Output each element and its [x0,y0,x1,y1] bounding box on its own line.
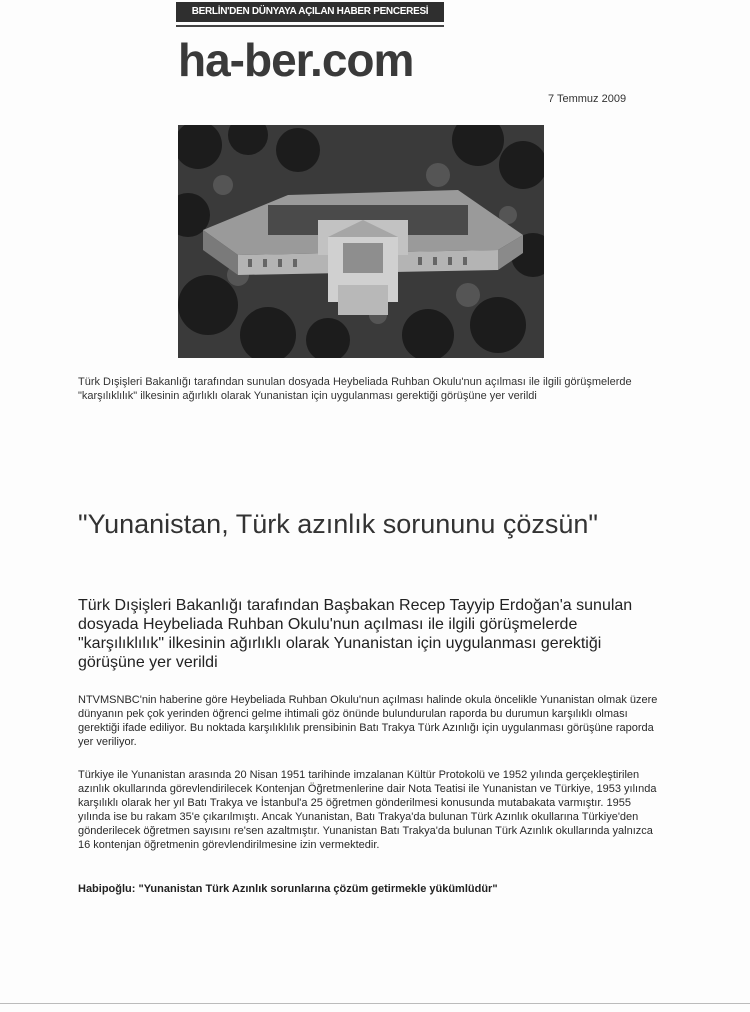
photo-caption: Türk Dışişleri Bakanlığı tarafından sunulan dosyada Heybeliada Ruhban Okulu'nun açılması ile ilgili görüşmelerde "karşılıklılık" ilkesinin ağırlıklı olarak Yunanistan için uygulanması gerektiği görüşüne yer verildi [78,376,632,402]
article-lede: Türk Dışişleri Bakanlığı tarafından Başbakan Recep Tayyip Erdoğan'a sunulan dosyada Heybeliada Ruhban Okulu'nun açılması ile ilgili görüşmelerde "karşılıklılık" ilkesinin ağırlıklı olarak Yunanistan için uygulanması gerektiği görüşüne yer verildi [78,597,633,671]
masthead-banner: BERLİN'DEN DÜNYAYA AÇILAN HABER PENCERESİ [176,2,444,22]
page-bottom-line [0,1003,750,1004]
site-logo: ha-ber.com [178,34,414,86]
article-date: 7 Temmuz 2009 [548,93,627,105]
article-headline: "Yunanistan, Türk azınlık sorununu çözsün" [78,509,598,539]
article-subheading: Habipoğlu: "Yunanistan Türk Azınlık sorunlarına çözüm getirmekle yükümlüdür" [78,883,498,895]
banner-divider [176,25,444,27]
article-paragraph: Türkiye ile Yunanistan arasında 20 Nisan 1951 tarihinde imzalanan Kültür Protokolü ve 1952 yılında gerçekleştirilen azınlık okullarında görevlendirilecek Kontenjan Öğretmenlerine dair Nota Teatisi ile Yunanistan ve Türkiye, 1953 yılında karşılıklı olarak her yıl Batı Trakya ve İstanbul'a 25 öğretmen gönderilmesi konusunda mutabakata varmıştır. 1955 yılında ise bu rakam 35'e çıkarılmıştı. Ancak Yunanistan, Batı Trakya'da bulunan Türk Azınlık okullarına Türkiye'den gönderilecek öğretmen sayısını re'sen azaltmıştır. Yunanistan Batı Trakya'da bulunan Türk Azınlık okullarında yalnızca 16 kontenjan öğretmenin görevlendirilmesine izin vermektedir. [78,769,657,851]
article-photo [178,125,544,358]
article-paragraph: NTVMSNBC'nin haberine göre Heybeliada Ruhban Okulu'nun açılması halinde okula öncelikle Yunanistan olmak üzere dünyanın pek çok yerinden öğrenci gelme ihtimali göz önünde bulundurulan raporda bu durumun karşılıklı olması gerektiği ifade ediliyor. Bu noktada karşılıklılık prensibinin Batı Trakya Türk Azınlığı için uygulanması görüşüne raporda yer veriliyor. [78,694,658,748]
